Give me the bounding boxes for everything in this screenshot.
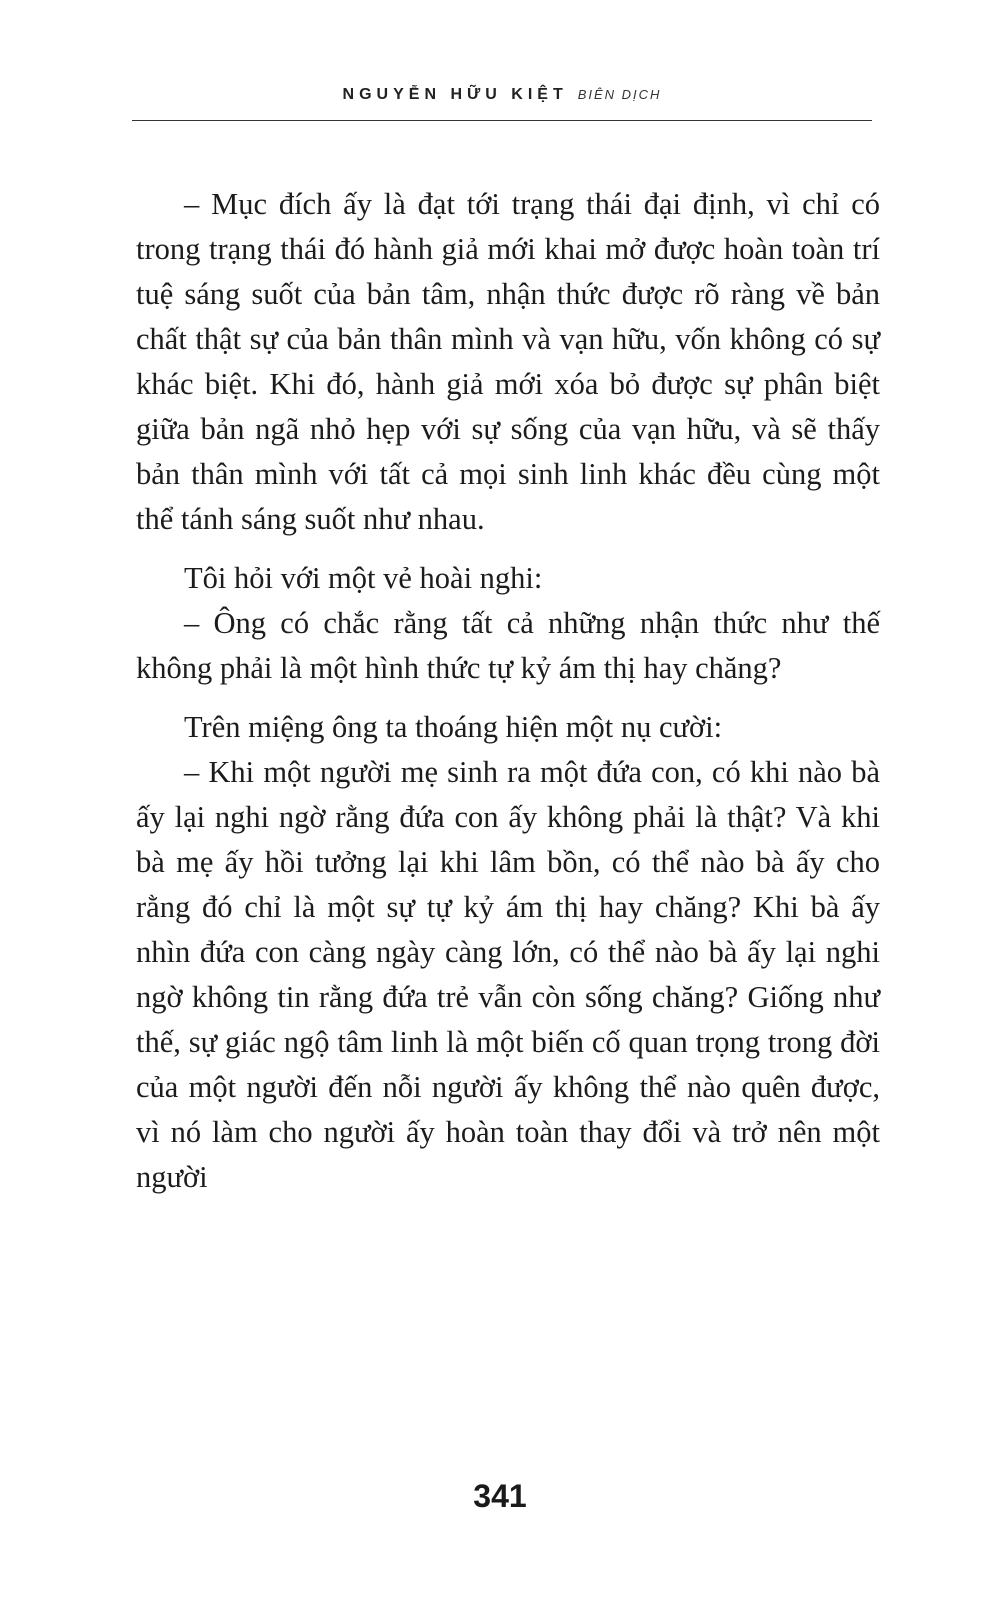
header-rule <box>132 120 872 121</box>
header-author: NGUYỄN HỮU KIỆT <box>342 86 568 103</box>
page-number: 341 <box>473 1478 527 1514</box>
paragraph-3: – Ông có chắc rằng tất cả những nhận thức như thế không phải là một hình thức tự kỷ ám thị hay chăng? <box>136 606 880 685</box>
paragraph-2: Tôi hỏi với một vẻ hoài nghi: <box>184 561 543 595</box>
paragraph-1: – Mục đích ấy là đạt tới trạng thái đại định, vì chỉ có trong trạng thái đó hành giả mới khai mở được hoàn toàn trí tuệ sáng suốt của bản tâm, nhận thức được rõ ràng về bản chất thật sự của bản thân mình và vạn hữu, vốn không có sự khác biệt. Khi đó, hành giả mới xóa bỏ được sự phân biệt giữa bản ngã nhỏ hẹp với sự sống của vạn hữu, và sẽ thấy bản thân mình với tất cả mọi sinh linh khác đều cùng một thể tánh sáng suốt như nhau. <box>136 187 880 536</box>
running-header <box>132 86 872 122</box>
paragraph-5: – Khi một người mẹ sinh ra một đứa con, có khi nào bà ấy lại nghi ngờ rằng đứa con ấy không phải là thật? Và khi bà mẹ ấy hồi tưởng lại khi lâm bồn, có thể nào bà ấy cho rằng đó chỉ là một sự tự kỷ ám thị hay chăng? Khi bà ấy nhìn đứa con càng ngày càng lớn, có thể nào bà ấy lại nghi ngờ không tin rằng đứa trẻ vẫn còn sống chăng? Giống như thế, sự giác ngộ tâm linh là một biến cố quan trọng trong đời của một người đến nỗi người ấy không thể nào quên được, vì nó làm cho người ấy hoàn toàn thay đổi và trở nên một người <box>136 755 880 1194</box>
body-text <box>136 182 880 1200</box>
header-role: BIÊN DỊCH <box>577 87 662 102</box>
paragraph-4: Trên miệng ông ta thoáng hiện một nụ cười: <box>184 710 723 744</box>
